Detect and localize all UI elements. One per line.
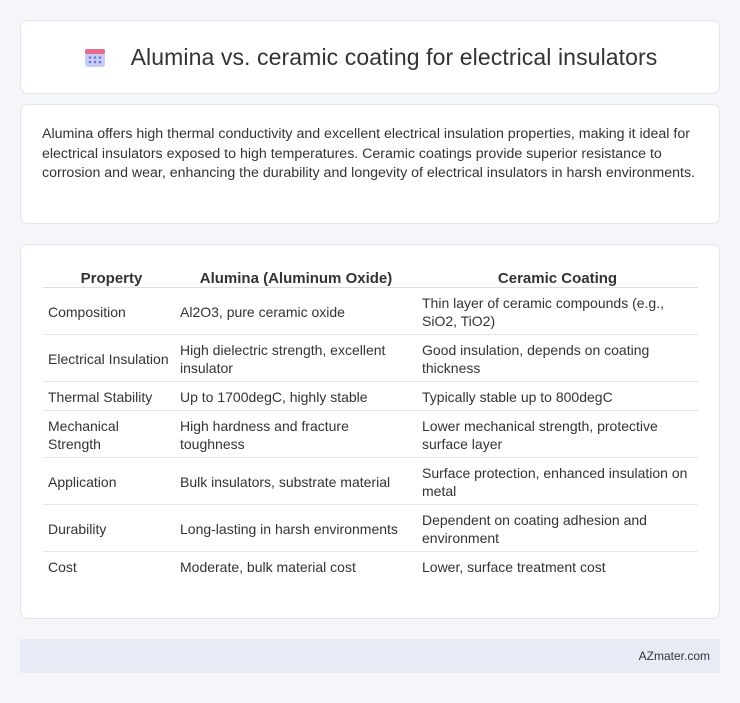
cell-ceramic: Typically stable up to 800degC bbox=[417, 382, 698, 411]
calendar-icon bbox=[83, 45, 107, 69]
table-row bbox=[43, 552, 698, 580]
header-property: Property bbox=[43, 267, 175, 288]
cell-alumina: High dielectric strength, excellent insulator bbox=[175, 335, 417, 382]
table-row bbox=[43, 458, 698, 505]
cell-property: Thermal Stability bbox=[43, 382, 175, 411]
table-row bbox=[43, 382, 698, 411]
cell-ceramic: Lower, surface treatment cost bbox=[422, 559, 606, 575]
cell-property: Cost bbox=[48, 559, 77, 575]
comparison-table bbox=[43, 267, 698, 580]
header-ceramic-coating: Ceramic Coating bbox=[417, 267, 698, 288]
cell-alumina: Moderate, bulk material cost bbox=[180, 559, 356, 575]
comparison-table-card bbox=[20, 244, 720, 619]
cell-alumina: Al2O3, pure ceramic oxide bbox=[175, 288, 417, 335]
cell-ceramic: Surface protection, enhanced insulation on metal bbox=[417, 458, 698, 505]
summary-card bbox=[20, 104, 720, 224]
cell-alumina: Bulk insulators, substrate material bbox=[175, 458, 417, 505]
summary-text: Alumina offers high thermal conductivity and excellent electrical insulation properties, making it ideal for electrical insulators exposed to high temperatures. Ceramic coatings provide superior resistance to corrosion and wear, enhancing the durability and longevity of electrical insulators in harsh environments. bbox=[42, 126, 695, 181]
table-row bbox=[43, 288, 698, 335]
table-row bbox=[43, 335, 698, 382]
cell-alumina: High hardness and fracture toughness bbox=[175, 411, 417, 458]
table-row bbox=[43, 411, 698, 458]
cell-property: Mechanical Strength bbox=[43, 411, 175, 458]
page-title: Alumina vs. ceramic coating for electrical insulators bbox=[130, 43, 658, 70]
table-row bbox=[43, 505, 698, 552]
footer bbox=[20, 639, 720, 673]
cell-property: Electrical Insulation bbox=[43, 335, 175, 382]
cell-ceramic: Thin layer of ceramic compounds (e.g., SiO2, TiO2) bbox=[417, 288, 698, 335]
cell-property: Composition bbox=[43, 288, 175, 335]
cell-alumina: Long-lasting in harsh environments bbox=[175, 505, 417, 552]
cell-alumina: Up to 1700degC, highly stable bbox=[175, 382, 417, 411]
cell-ceramic: Dependent on coating adhesion and environment bbox=[417, 505, 698, 552]
table-header-row bbox=[43, 267, 698, 288]
cell-ceramic: Lower mechanical strength, protective surface layer bbox=[417, 411, 698, 458]
cell-ceramic: Good insulation, depends on coating thickness bbox=[417, 335, 698, 382]
header-alumina: Alumina (Aluminum Oxide) bbox=[175, 267, 417, 288]
footer-site-link[interactable]: AZmater.com bbox=[638, 649, 710, 663]
title-card bbox=[20, 20, 720, 94]
cell-property: Application bbox=[43, 458, 175, 505]
cell-property: Durability bbox=[43, 505, 175, 552]
